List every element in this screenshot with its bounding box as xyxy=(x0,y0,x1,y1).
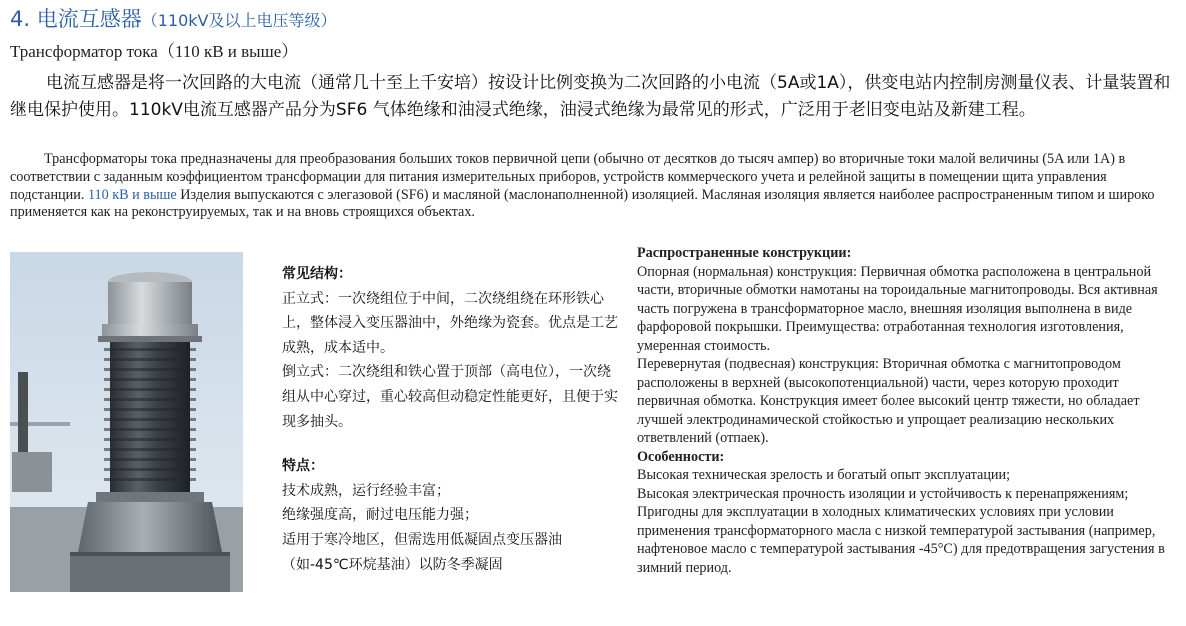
insulator-sheds xyxy=(104,342,196,492)
chinese-intro-paragraph: 电流互感器是将一次回路的大电流（通常几十至上千安培）按设计比例变换为二次回路的小电流（5A或1A），供变电站内控制房测量仪表、计量装置和继电保护使用。110kV电流互感器产品分为SF6 气体绝缘和油浸式绝缘，油浸式绝缘为最常见的形式，广泛用于老旧变电站及新建工程。 xyxy=(10,73,1171,120)
russian-intro-paragraph xyxy=(10,151,1182,222)
russian-intro-highlight: 110 кВ и выше xyxy=(87,186,177,203)
section-title xyxy=(10,4,336,36)
section-title-sub: （110kV及以上电压等级） xyxy=(141,11,337,30)
chinese-feature-item: 绝缘强度高，耐过电压能力强； xyxy=(282,507,478,524)
chinese-features-heading: 特点： xyxy=(282,458,324,475)
chinese-structure-upright: 正立式：一次绕组位于中间，二次绕组绕在环形铁心上，整体浸入变压器油中，外绝缘为瓷套。优点是工艺成熟，成本适中。 xyxy=(282,290,618,356)
russian-details-column xyxy=(637,244,1177,577)
chinese-feature-item: 适用于寒冷地区，但需选用低凝固点变压器油（如-45℃环烷基油）以防冬季凝固 xyxy=(282,531,562,573)
russian-structure-inverted: Перевернутая (подвесная) конструкция: Вторичная обмотка с магнитопроводом расположены в верхней (высокопотенциальной) части, через которую проходит первичная обмотка. Конструкция имеет более высокий центр тяжести, но обладает лучшей электродинамической стойкостью и упрощает реализацию нескольких ответвлений (отпаек). xyxy=(637,356,1140,446)
section-title-main: 4. 电流互感器 xyxy=(10,7,142,31)
russian-subtitle: Трансформатор тока（110 кВ и выше） xyxy=(10,42,299,61)
chinese-structure-inverted: 倒立式：二次绕组和铁心置于顶部（高电位），一次绕组从中心穿过，重心较高但动稳定性能更好，且便于实现多抽头。 xyxy=(282,364,618,430)
russian-structures-heading: Распространенные конструкции: xyxy=(637,245,852,261)
russian-feature-item: Пригодны для эксплуатации в холодных климатических условиях при условии применения трансформаторного масла с низкой температурой застывания (например, нафтеновое масло с температурой застывания -45°C) для предотвращения загустения в зимний период. xyxy=(637,504,1165,576)
russian-feature-item: Высокая техническая зрелость и богатый опыт эксплуатации; xyxy=(637,467,1011,483)
chinese-details-column xyxy=(282,262,622,577)
russian-feature-item: Высокая электрическая прочность изоляции и устойчивость к перенапряжениям; xyxy=(637,485,1129,502)
current-transformer-photo xyxy=(10,252,243,592)
chinese-structures-heading: 常见结构： xyxy=(282,266,352,282)
russian-features-heading: Особенности: xyxy=(637,448,725,465)
chinese-feature-item: 技术成熟，运行经验丰富； xyxy=(282,482,450,499)
russian-intro-part1: Трансформаторы тока предназначены для преобразования больших токов первичной цепи (обычно от десятков до тысяч ампер) во вторичные токи малой величины (5A или 1A) в соответствии с заданным коэффициентом трансформации для питания измерительных приборов, устройств коммерческого учета и релейной защиты в помещении щита управления подстанции. xyxy=(10,151,1126,203)
russian-structure-upright: Опорная (нормальная) конструкция: Первичная обмотка расположена в центральной части, вторичные обмотки намотаны на тороидальные магнитопроводы. Вся активная часть погружена в трансформаторное масло, внешняя изоляция выполнена в виде фарфоровой покрышки. Преимущества: отработанная технология изготовления, умеренная стоимость. xyxy=(637,263,1158,354)
russian-intro-part2: Изделия выпускаются с элегазовой (SF6) и масляной (маслонаполненной) изоляцией. Масляная изоляция является наиболее распространенным типом и широко применяется как на реконструируемых, так и на вновь строящихся объектах. xyxy=(10,186,1155,221)
